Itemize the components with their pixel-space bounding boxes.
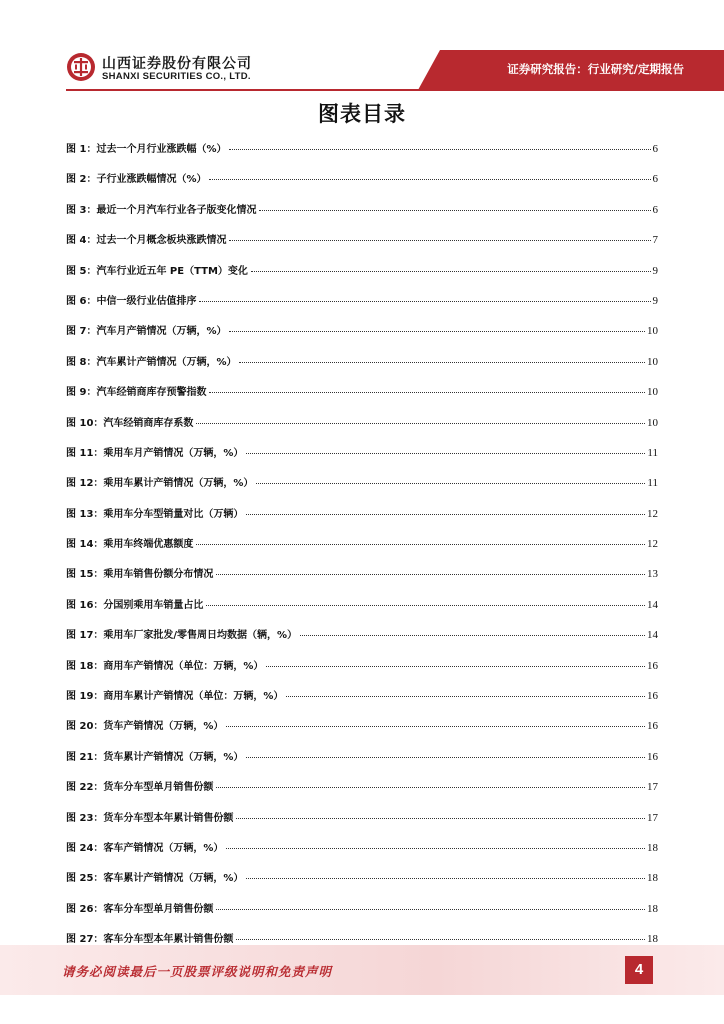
toc-entry-label: 图 24：客车产销情况（万辆，%） xyxy=(66,842,224,854)
toc-leader-dots xyxy=(206,605,645,606)
toc-entry[interactable] xyxy=(66,565,658,595)
toc-entry[interactable] xyxy=(66,231,658,261)
toc-leader-dots xyxy=(216,787,645,788)
toc-entry-page: 14 xyxy=(647,629,658,642)
toc-leader-dots xyxy=(229,331,645,332)
toc-entry-label: 图 6：中信一级行业估值排序 xyxy=(66,295,197,307)
toc-entry-label: 图 1：过去一个月行业涨跌幅（%） xyxy=(66,144,227,155)
header-divider xyxy=(66,89,724,91)
company-logo-icon xyxy=(66,52,96,82)
toc-entry-page: 17 xyxy=(647,811,658,824)
toc-entry-page: 10 xyxy=(647,386,658,399)
disclaimer-notice: 请务必阅读最后一页股票评级说明和免责声明 xyxy=(62,964,333,979)
toc-entry-label: 图 26：客车分车型单月销售份额 xyxy=(66,903,214,915)
toc-leader-dots xyxy=(229,149,650,150)
toc-entry-page: 17 xyxy=(647,781,658,794)
toc-entry-page: 13 xyxy=(647,568,658,581)
page-number: 4 xyxy=(625,956,653,984)
company-name-en: SHANXI SECURITIES CO., LTD. xyxy=(102,71,251,82)
toc-entry-label: 图 23：货车分车型本年累计销售份额 xyxy=(66,812,234,824)
toc-entry[interactable] xyxy=(66,778,658,808)
toc-leader-dots xyxy=(229,240,650,241)
toc-entry-page: 10 xyxy=(647,355,658,368)
toc-entry-label: 图 27：客车分车型本年累计销售份额 xyxy=(66,934,234,946)
page-header xyxy=(0,0,724,96)
toc-entry[interactable] xyxy=(66,748,658,778)
toc-entry-label: 图 18：商用车产销情况（单位：万辆，%） xyxy=(66,660,264,672)
toc-leader-dots xyxy=(226,726,645,727)
toc-entry-label: 图 9：汽车经销商库存预警指数 xyxy=(66,387,207,399)
toc-entry[interactable] xyxy=(66,535,658,565)
toc-entry-page: 7 xyxy=(652,234,658,247)
toc-entry[interactable] xyxy=(66,262,658,292)
toc-entry-page: 16 xyxy=(647,659,658,672)
toc-leader-dots xyxy=(246,757,645,758)
toc-entry[interactable] xyxy=(66,839,658,869)
report-type-label: 证券研究报告：行业研究/定期报告 xyxy=(507,62,684,76)
toc-entry-page: 16 xyxy=(647,750,658,763)
toc-entry-label: 图 13：乘用车分车型销量对比（万辆） xyxy=(66,508,244,520)
toc-entry-page: 11 xyxy=(647,477,658,490)
toc-leader-dots xyxy=(236,939,645,940)
toc-entry[interactable] xyxy=(66,444,658,474)
toc-entry-page: 10 xyxy=(647,325,658,338)
toc-leader-dots xyxy=(209,179,650,180)
toc-entry-page: 16 xyxy=(647,720,658,733)
toc-leader-dots xyxy=(300,635,645,636)
toc-entry[interactable] xyxy=(66,170,658,200)
toc-leader-dots xyxy=(266,666,645,667)
toc-leader-dots xyxy=(251,271,651,272)
toc-entry[interactable] xyxy=(66,353,658,383)
toc-entry[interactable] xyxy=(66,292,658,322)
figure-list xyxy=(66,140,658,961)
toc-entry-label: 图 20：货车产销情况（万辆，%） xyxy=(66,721,224,733)
toc-entry-label: 图 12：乘用车累计产销情况（万辆，%） xyxy=(66,478,254,490)
toc-entry-label: 图 8：汽车累计产销情况（万辆，%） xyxy=(66,356,237,368)
toc-entry[interactable] xyxy=(66,322,658,352)
toc-entry-label: 图 7：汽车月产销情况（万辆，%） xyxy=(66,326,227,338)
toc-entry-page: 6 xyxy=(652,173,658,186)
toc-leader-dots xyxy=(199,301,650,302)
toc-entry[interactable] xyxy=(66,140,658,170)
toc-leader-dots xyxy=(239,362,645,363)
toc-leader-dots xyxy=(246,453,645,454)
toc-entry-label: 图 21：货车累计产销情况（万辆，%） xyxy=(66,751,244,763)
toc-entry-page: 18 xyxy=(647,841,658,854)
toc-entry-page: 18 xyxy=(647,933,658,946)
toc-entry-label: 图 3：最近一个月汽车行业各子版变化情况 xyxy=(66,204,257,216)
toc-entry-page: 18 xyxy=(647,902,658,915)
company-name-cn: 山西证券股份有限公司 xyxy=(102,56,252,72)
toc-entry[interactable] xyxy=(66,687,658,717)
toc-entry-label: 图 11：乘用车月产销情况（万辆，%） xyxy=(66,447,244,459)
toc-entry[interactable] xyxy=(66,869,658,899)
toc-entry[interactable] xyxy=(66,505,658,535)
toc-entry-page: 9 xyxy=(652,264,658,277)
toc-entry-page: 16 xyxy=(647,690,658,703)
toc-entry-label: 图 4：过去一个月概念板块涨跌情况 xyxy=(66,235,227,247)
toc-entry-label: 图 10：汽车经销商库存系数 xyxy=(66,417,194,429)
toc-leader-dots xyxy=(236,818,645,819)
toc-entry-label: 图 19：商用车累计产销情况（单位：万辆，%） xyxy=(66,691,284,703)
toc-entry-label: 图 15：乘用车销售份额分布情况 xyxy=(66,569,214,581)
toc-entry[interactable] xyxy=(66,414,658,444)
page-title: 图表目录 xyxy=(318,102,406,126)
toc-entry-label: 图 17：乘用车厂家批发/零售周日均数据（辆，%） xyxy=(66,630,298,642)
toc-entry-page: 9 xyxy=(652,294,658,307)
toc-entry[interactable] xyxy=(66,626,658,656)
toc-leader-dots xyxy=(196,544,645,545)
toc-leader-dots xyxy=(216,574,645,575)
toc-entry-page: 12 xyxy=(647,538,658,551)
toc-entry-label: 图 16：分国别乘用车销量占比 xyxy=(66,599,204,611)
toc-entry[interactable] xyxy=(66,596,658,626)
toc-entry[interactable] xyxy=(66,717,658,747)
toc-entry[interactable] xyxy=(66,201,658,231)
toc-leader-dots xyxy=(246,514,645,515)
toc-leader-dots xyxy=(226,848,645,849)
toc-entry[interactable] xyxy=(66,383,658,413)
toc-entry-label: 图 14：乘用车终端优惠额度 xyxy=(66,539,194,551)
toc-leader-dots xyxy=(209,392,645,393)
toc-entry-label: 图 25：客车累计产销情况（万辆，%） xyxy=(66,873,244,885)
toc-entry[interactable] xyxy=(66,657,658,687)
toc-leader-dots xyxy=(246,878,645,879)
toc-entry-label: 图 22：货车分车型单月销售份额 xyxy=(66,782,214,794)
toc-entry-label: 图 5：汽车行业近五年 PE（TTM）变化 xyxy=(66,265,248,277)
toc-entry-page: 18 xyxy=(647,872,658,885)
toc-entry-label: 图 2：子行业涨跌幅情况（%） xyxy=(66,174,207,186)
toc-leader-dots xyxy=(196,423,645,424)
toc-leader-dots xyxy=(286,696,645,697)
toc-entry-page: 14 xyxy=(647,598,658,611)
toc-entry-page: 12 xyxy=(647,507,658,520)
toc-leader-dots xyxy=(216,909,645,910)
toc-leader-dots xyxy=(256,483,645,484)
toc-entry[interactable] xyxy=(66,474,658,504)
toc-entry-page: 11 xyxy=(647,446,658,459)
toc-entry[interactable] xyxy=(66,900,658,930)
toc-entry[interactable] xyxy=(66,809,658,839)
toc-entry-page: 10 xyxy=(647,416,658,429)
toc-entry-page: 6 xyxy=(652,143,658,155)
toc-entry-page: 6 xyxy=(652,203,658,216)
toc-leader-dots xyxy=(259,210,650,211)
